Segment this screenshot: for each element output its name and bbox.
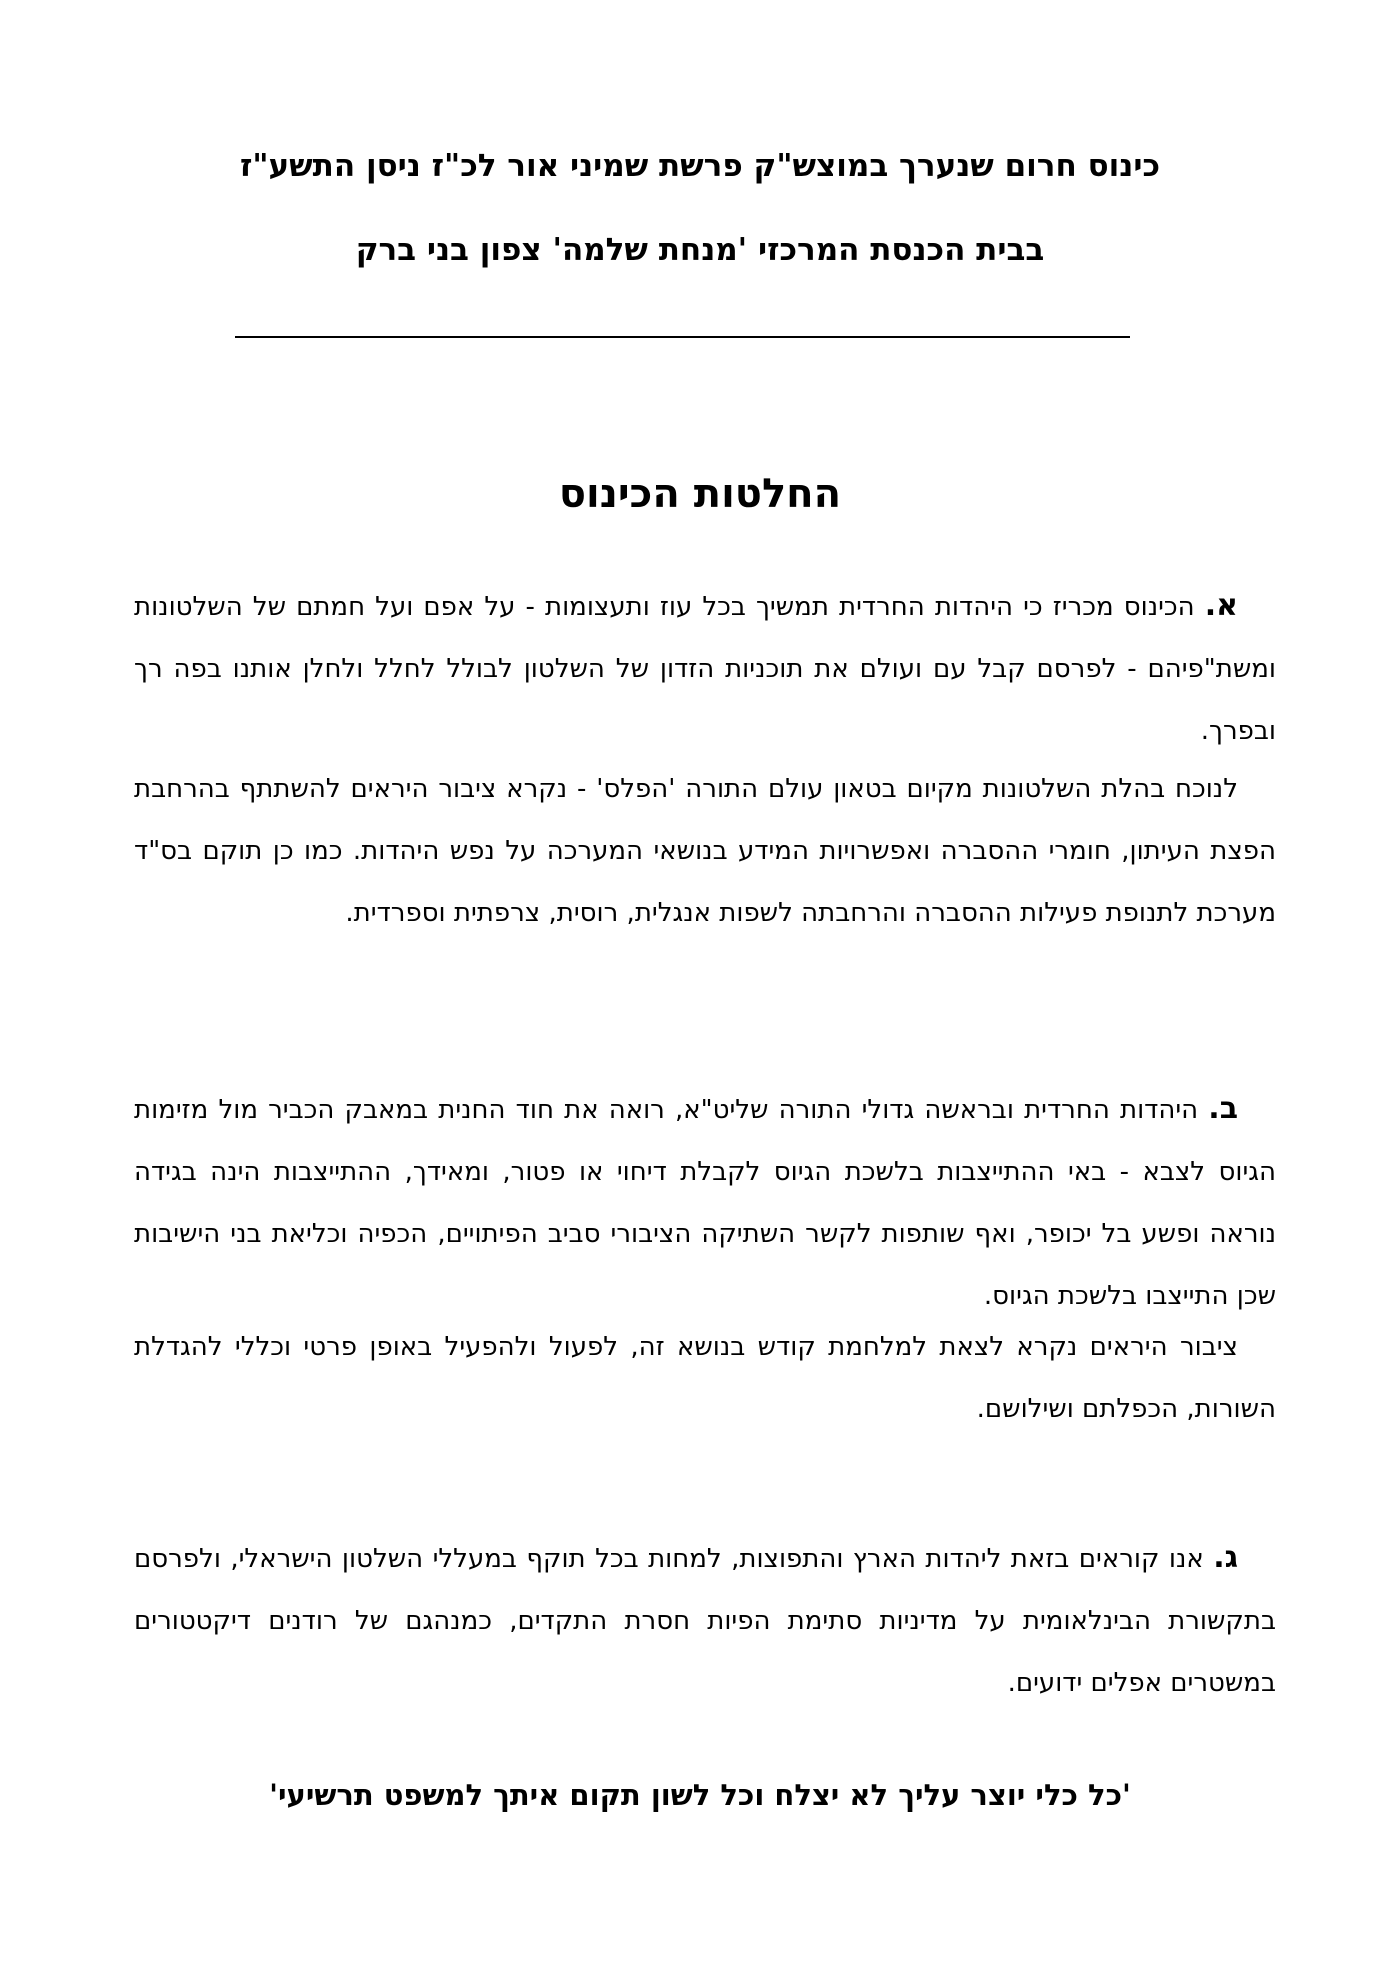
- resolution-a-letter: א.: [1204, 588, 1238, 623]
- resolutions-title: החלטות הכינוס: [558, 471, 842, 517]
- resolution-b-letter: ב.: [1208, 1091, 1238, 1126]
- resolution-b-paragraph-2: ציבור היראים נקרא לצאת למלחמת קודש בנושא זה, לפעול ולהפעיל באופן פרטי וכללי להגדלת השורות, הכפלתם ושילושם.: [134, 1332, 1276, 1424]
- header-divider: [235, 336, 1130, 338]
- resolution-b-paragraph-1: [134, 1078, 1276, 1327]
- resolution-a-text-1: הכינוס מכריז כי היהדות החרדית תמשיך בכל עוז ותעצומות - על אפם ועל חמתם של השלטונות ומשת"פיהם - לפרסם קבל עם ועולם את תוכניות הזדון של השלטון לבולל לחלל ולחלן אותנו בפה רך ובפרך.: [134, 592, 1276, 746]
- header-line-1: כינוס חרום שנערך במוצש"ק פרשת שמיני אור לכ"ז ניסן התשע"ז: [239, 148, 1161, 184]
- closing-quote: 'כל כלי יוצר עליך לא יצלח וכל לשון תקום איתך למשפט תרשיעי': [269, 1778, 1131, 1812]
- resolution-c-letter: ג.: [1213, 1540, 1238, 1575]
- resolution-c-paragraph-1: [134, 1527, 1276, 1714]
- resolution-a-paragraph-2: לנוכח בהלת השלטונות מקיום בטאון עולם התורה 'הפלס' - נקרא ציבור היראים להשתתף בהרחבת הפצת העיתון, חומרי ההסברה ואפשרויות המידע בנושאי המערכה על נפש היהדות. כמו כן תוקם בס"ד מערכת לתנופת פעילות ההסברה והרחבתה לשפות אנגלית, רוסית, צרפתית וספרדית.: [134, 774, 1276, 928]
- header-line-2: בבית הכנסת המרכזי 'מנחת שלמה' צפון בני ברק: [355, 232, 1045, 268]
- resolution-c-text-1: אנו קוראים בזאת ליהדות הארץ והתפוצות, למחות בכל תוקף במעללי השלטון הישראלי, ולפרסם בתקשורת הבינלאומית על מדיניות סתימת הפיות חסרת התקדים, כמנהגם של רודנים דיקטטורים במשטרים אפלים ידועים.: [134, 1544, 1276, 1698]
- resolution-b-text-1: היהדות החרדית ובראשה גדולי התורה שליט"א, רואה את חוד החנית במאבק הכביר מול מזימות הגיוס לצבא - באי ההתייצבות בלשכת הגיוס לקבלת דיחוי או פטור, ומאידך, ההתייצבות הינה בגידה נוראה ופשע בל יכופר, ואף שותפות לקשר השתיקה הציבורי סביב הפיתויים, הכפיה וכליאת בני הישיבות שכן התייצבו בלשכת הגיוס.: [134, 1095, 1276, 1311]
- resolution-a-paragraph-1: [134, 575, 1276, 762]
